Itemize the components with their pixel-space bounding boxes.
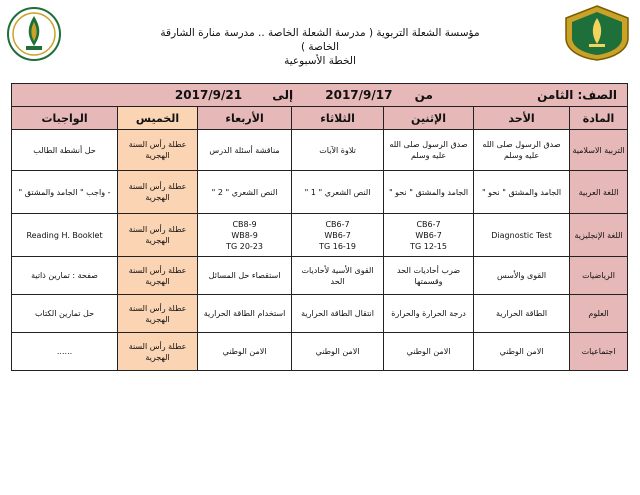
subject-cell: اجتماعيات [570,333,628,371]
col-subject: المادة [570,107,628,130]
wednesday-cell: النص الشعري " 2 " [198,171,292,214]
thursday-cell: عطلة رأس السنة الهجرية [118,295,198,333]
table-row [12,171,628,214]
wednesday-cell: CB8-9 WB8-9 TG 20-23 [198,214,292,257]
table-row [12,257,628,295]
wednesday-cell: مناقشة أسئلة الدرس [198,130,292,171]
sunday-cell: صدق الرسول صلى الله عليه وسلم [474,130,570,171]
tuesday-cell: انتقال الطاقة الحرارية [292,295,384,333]
tuesday-cell: النص الشعري " 1 " [292,171,384,214]
col-monday: الإثنين [384,107,474,130]
monday-cell: صدق الرسول صلى الله عليه وسلم [384,130,474,171]
thursday-cell: عطلة رأس السنة الهجرية [118,333,198,371]
institution-name: مؤسسة الشعلة التربوية ( مدرسة الشعلة الخاصة .. مدرسة منارة الشارقة الخاصة ) [160,27,480,53]
document-header [150,26,490,68]
sunday-cell: Diagnostic Test [474,214,570,257]
subject-cell: اللغة العربية [570,171,628,214]
col-wednesday: الأربعاء [198,107,292,130]
wednesday-cell: استخدام الطاقة الحرارية [198,295,292,333]
from-date: 2017/9/17 [325,87,393,102]
weekly-plan-table [11,83,628,371]
monday-cell: الامن الوطني [384,333,474,371]
monday-cell: ضرب أحاديات الحد وقسمتها [384,257,474,295]
monday-cell: درجة الحرارة والحرارة [384,295,474,333]
subject-cell: اللغة الإنجليزية [570,214,628,257]
col-thursday: الخميس [118,107,198,130]
to-date: 2017/9/21 [174,87,243,102]
column-header-row [12,107,628,130]
subject-cell: الرياضيات [570,257,628,295]
homework-cell: ...... [12,333,118,371]
subject-cell: التربية الاسلامية [570,130,628,171]
col-sunday: الأحد [474,107,570,130]
table-row [12,333,628,371]
thursday-cell: عطلة رأس السنة الهجرية [118,130,198,171]
table-row [12,130,628,171]
plan-title: الخطة الأسبوعية [284,55,356,67]
homework-cell: حل تمارين الكتاب [12,295,118,333]
thursday-cell: عطلة رأس السنة الهجرية [118,257,198,295]
homework-cell: Reading H. Booklet [12,214,118,257]
monday-cell: CB6-7 WB6-7 TG 12-15 [384,214,474,257]
tuesday-cell: تلاوة الآيات [292,130,384,171]
tuesday-cell: CB6-7 WB6-7 TG 16-19 [292,214,384,257]
tuesday-cell: القوى الأسية لأحاديات الحد [292,257,384,295]
sunday-cell: الطاقة الحرارية [474,295,570,333]
homework-cell: - واجب " الجامد والمشتق " [12,171,118,214]
monday-cell: الجامد والمشتق " نحو " [384,171,474,214]
thursday-cell: عطلة رأس السنة الهجرية [118,171,198,214]
homework-cell: حل أنشطة الطالب [12,130,118,171]
table-row [12,295,628,333]
grade-label: الصف: الثامن [537,87,618,102]
tuesday-cell: الامن الوطني [292,333,384,371]
sunday-cell: الامن الوطني [474,333,570,371]
col-homework: الواجبات [12,107,118,130]
to-label: إلى [272,87,294,102]
school-logo-left [6,6,62,62]
from-label: من [414,87,433,102]
wednesday-cell: الامن الوطني [198,333,292,371]
col-tuesday: الثلاثاء [292,107,384,130]
sunday-cell: القوى والأسس [474,257,570,295]
wednesday-cell: استقصاء حل المسائل [198,257,292,295]
sunday-cell: الجامد والمشتق " نحو " [474,171,570,214]
info-row [12,84,628,107]
homework-cell: صفحة : تمارين ذاتية [12,257,118,295]
table-row [12,214,628,257]
thursday-cell: عطلة رأس السنة الهجرية [118,214,198,257]
school-logo-right [562,4,632,62]
subject-cell: العلوم [570,295,628,333]
